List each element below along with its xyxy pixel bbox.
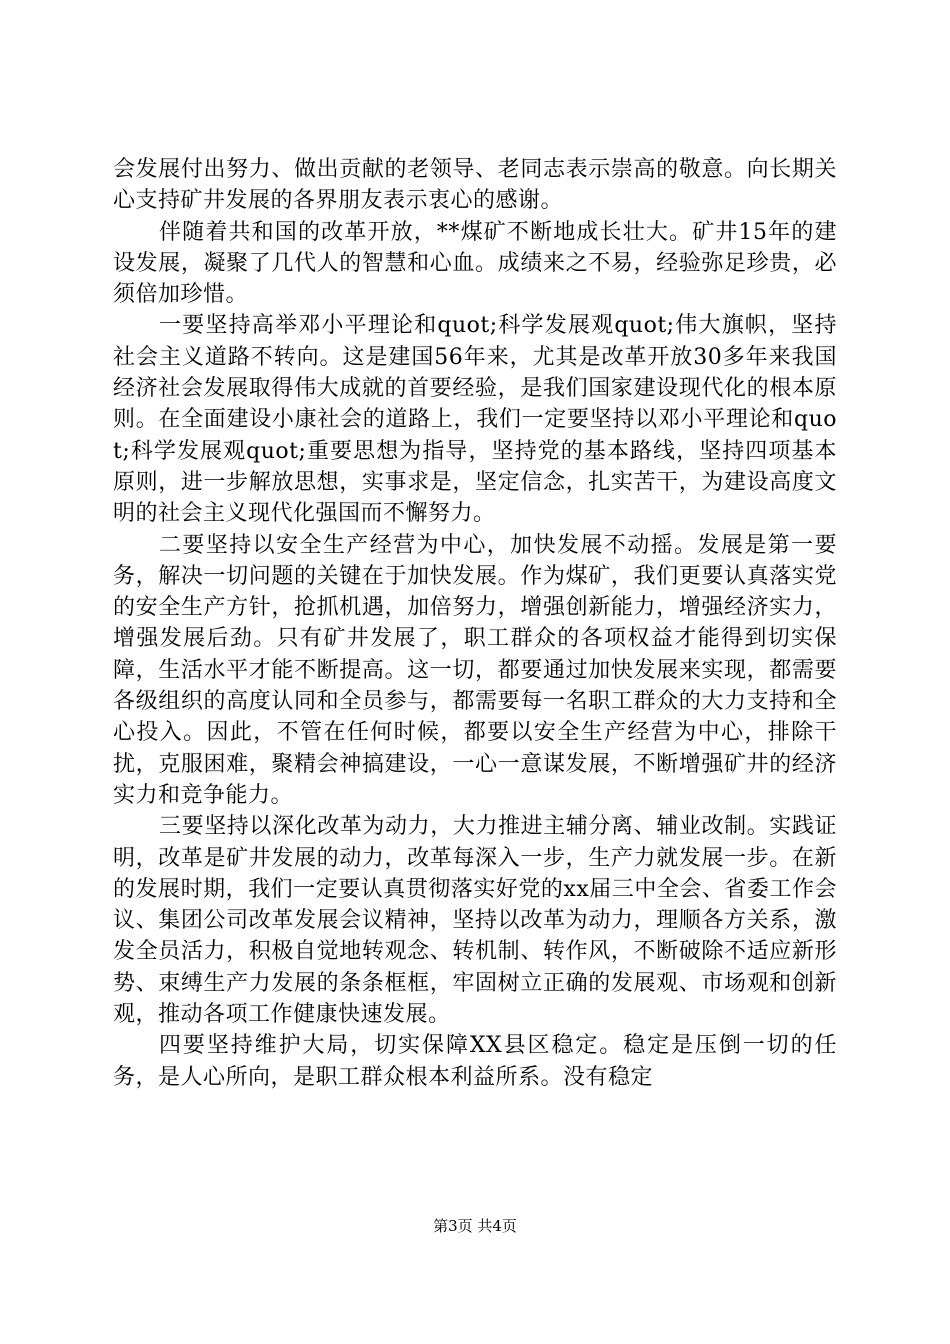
paragraph-2: 伴随着共和国的改革开放，**煤矿不断地成长壮大。矿井15年的建设发展，凝聚了几代人的智慧和心血。成绩来之不易，经验弥足珍贵，必须倍加珍惜。 bbox=[113, 219, 837, 308]
paragraph-4: 二要坚持以安全生产经营为中心，加快发展不动摇。发展是第一要务，解决一切问题的关键在于加快发展。作为煤矿，我们更要认真落实党的安全生产方针，抢抓机遇，加倍努力，增强创新能力，增强经济实力，增强发展后劲。只有矿井发展了，职工群众的各项权益才能得到切实保障，生活水平才能不断提高。这一切，都要通过加快发展来实现，都需要各级组织的高度认同和全员参与，都需要每一名职工群众的大力支持和全心投入。因此，不管在任何时候，都要以安全生产经营为中心，排除干扰，克服困难，聚精会神搞建设，一心一意谋发展，不断增强矿井的经济实力和竞争能力。 bbox=[113, 532, 837, 808]
document-body bbox=[113, 154, 837, 1093]
paragraph-5: 三要坚持以深化改革为动力，大力推进主辅分离、辅业改制。实践证明，改革是矿井发展的动力，改革每深入一步，生产力就发展一步。在新的发展时期，我们一定要认真贯彻落实好党的xx届三中全会、省委工作会议、集团公司改革发展会议精神，坚持以改革为动力，理顺各方关系，激发全员活力，积极自觉地转观念、转机制、转作风，不断破除不适应新形势、束缚生产力发展的条条框框，牢固树立正确的发展观、市场观和创新观，推动各项工作健康快速发展。 bbox=[113, 814, 837, 1028]
paragraph-1: 会发展付出努力、做出贡献的老领导、老同志表示崇高的敬意。向长期关心支持矿井发展的各界朋友表示衷心的感谢。 bbox=[113, 157, 837, 214]
paragraph-6: 四要坚持维护大局，切实保障XX县区稳定。稳定是压倒一切的任务，是人心所向，是职工群众根本利益所系。没有稳定 bbox=[113, 1033, 837, 1090]
page-number-footer: 第3页 共4页 bbox=[433, 1217, 517, 1235]
paragraph-3: 一要坚持高举邓小平理论和quot;科学发展观quot;伟大旗帜，坚持社会主义道路不转向。这是建国56年来，尤其是改革开放30多年来我国经济社会发展取得伟大成就的首要经验，是我们国家建设现代化的根本原则。在全面建设小康社会的道路上，我们一定要坚持以邓小平理论和quot;科学发展观quot;重要思想为指导，坚持党的基本路线，坚持四项基本原则，进一步解放思想，实事求是，坚定信念，扎实苦干，为建设高度文明的社会主义现代化强国而不懈努力。 bbox=[113, 313, 837, 527]
